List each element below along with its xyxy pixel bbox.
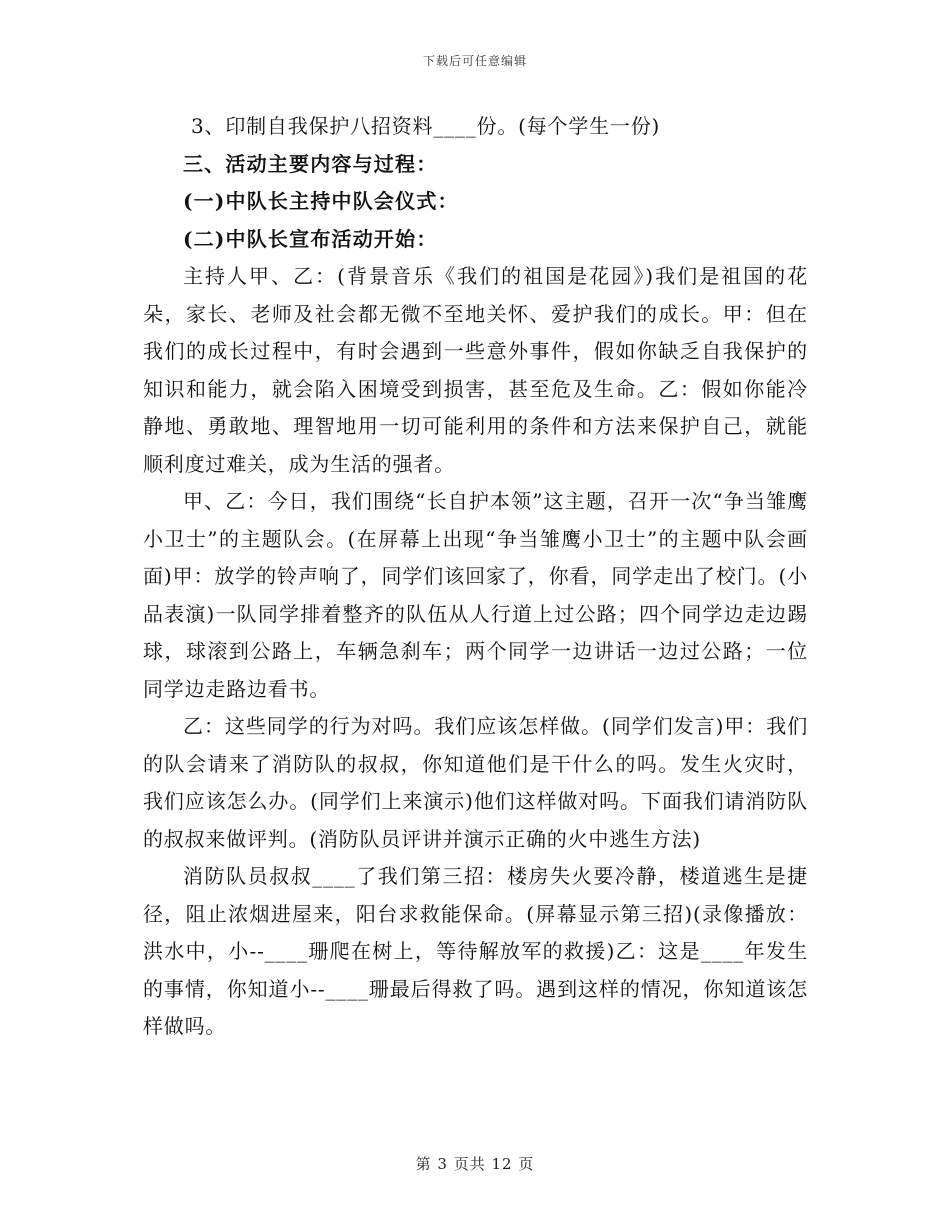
body-paragraph: 消防队员叔叔____了我们第三招：楼房失火要冷静，楼道逃生是捷径，阻止浓烟进屋来，阳台求救能保命。(屏幕显示第三招)(录像播放：洪水中，小--____珊爬在树上，等待解放军的救援)乙：这是____年发生的事情，你知道小--____珊最后得救了吗。遇到这样的情况，你知道该怎样做吗。 (143, 864, 808, 1038)
body-paragraph: 甲、乙：今日，我们围绕“长自护本领”这主题，召开一次“争当雏鹰小卫士”的主题队会。(在屏幕上出现“争当雏鹰小卫士”的主题中队会画面)甲：放学的铃声响了，同学们该回家了，你看，同学走出了校门。(小品表演)一队同学排着整齐的队伍从人行道上过公路；四个同学边走边踢球，球滚到公路上，车辆急刹车；两个同学一边讲话一边过公路；一位同学边走路边看书。 (143, 489, 808, 701)
page-header: 下载后可任意编辑 (422, 54, 527, 68)
section-heading-main-content: 三、活动主要内容与过程： (183, 151, 438, 176)
subheading-activity-start: (二)中队长宣布活动开始： (183, 226, 438, 251)
list-item-print-materials: 3、印制自我保护八招资料____份。(每个学生一份) (191, 114, 661, 138)
document-body (143, 108, 808, 1046)
body-paragraph: 乙：这些同学的行为对吗。我们应该怎样做。(同学们发言)甲：我们的队会请来了消防队的叔叔，你知道他们是干什么的吗。发生火灾时，我们应该怎么办。(同学们上来演示)他们这样做对吗。下面我们请消防队的叔叔来做评判。(消防队员评讲并演示正确的火中逃生方法) (143, 714, 808, 851)
body-paragraph: 主持人甲、乙：(背景音乐《我们的祖国是花园》)我们是祖国的花朵，家长、老师及社会都无微不至地关怀、爱护我们的成长。甲：但在我们的成长过程中，有时会遇到一些意外事件，假如你缺乏自我保护的知识和能力，就会陷入困境受到损害，甚至危及生命。乙：假如你能冷静地、勇敢地、理智地用一切可能利用的条件和方法来保护自己，就能顺利度过难关，成为生活的强者。 (143, 264, 808, 476)
page-number-footer: 第 3 页共 12 页 (415, 1155, 535, 1173)
subheading-ceremony: (一)中队长主持中队会仪式： (183, 189, 459, 213)
